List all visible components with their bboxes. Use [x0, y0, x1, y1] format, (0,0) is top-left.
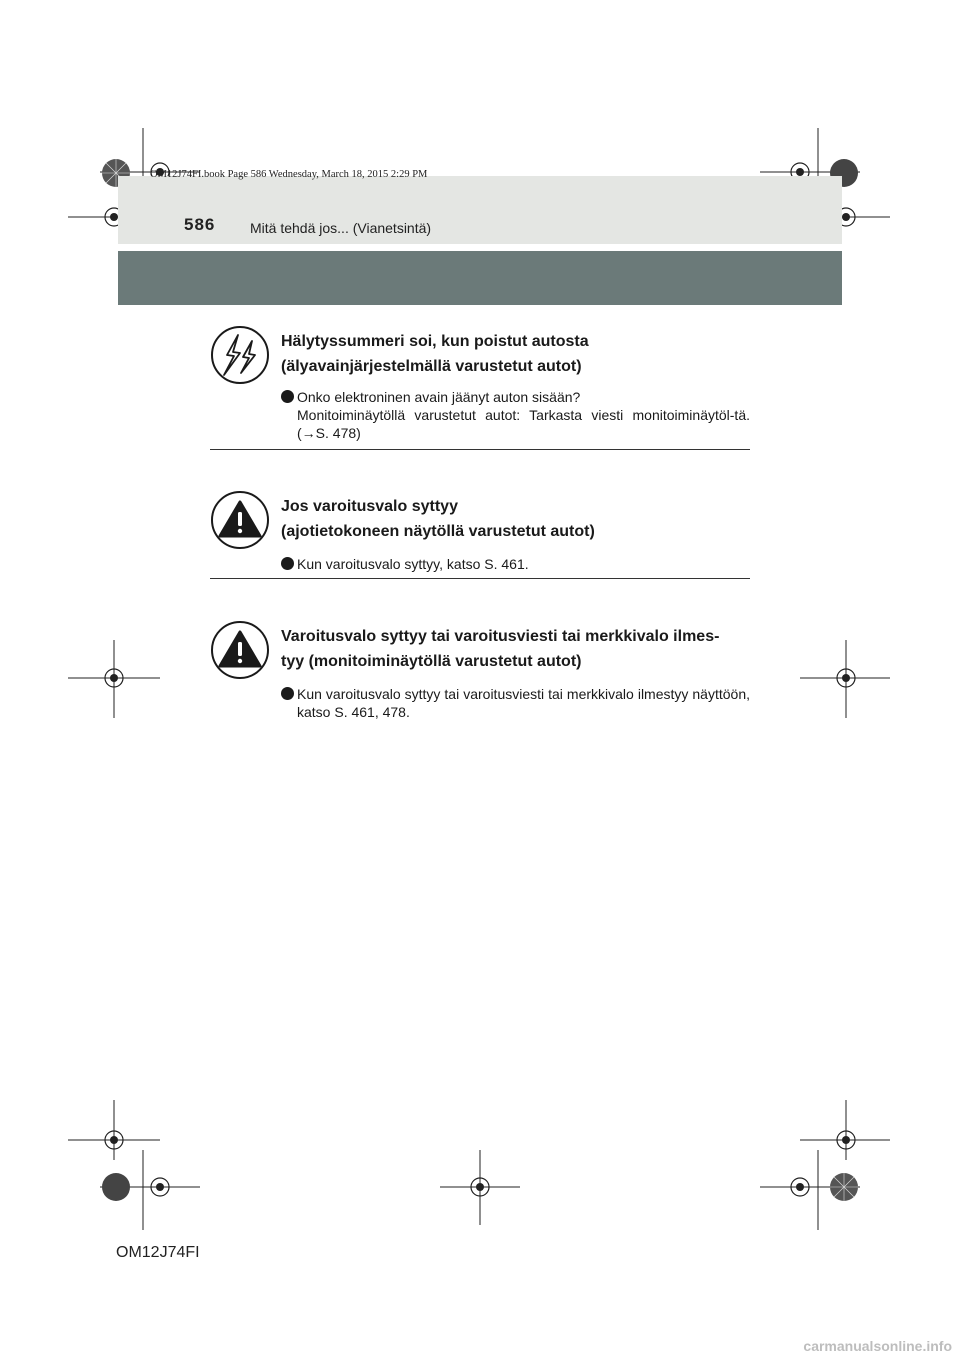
section-warning-message — [210, 620, 750, 730]
watermark: carmanualsonline.info — [803, 1338, 952, 1354]
header-band — [118, 176, 842, 244]
warning-exclamation-icon — [210, 620, 270, 680]
bullet-icon — [281, 687, 294, 700]
item-text: Kun varoitusvalo syttyy, katso S. 461. — [297, 556, 529, 572]
section-alarm-buzzer — [210, 325, 750, 455]
list-item — [281, 555, 750, 573]
item-text: Onko elektroninen avain jäänyt auton sisään? — [297, 389, 581, 405]
section-title-line: tyy (monitoiminäytöllä varustetut autot) — [281, 653, 582, 670]
section-title-line: (ajotietokoneen näytöllä varustetut autot) — [281, 523, 595, 540]
list-item — [281, 388, 750, 442]
list-item — [281, 685, 750, 721]
item-text: Kun varoitusvalo syttyy tai varoitusviesti tai merkkivalo ilmestyy näyttöön, katso S. 461, 478. — [297, 686, 750, 720]
item-text: Monitoiminäytöllä varustetut autot: Tarkasta viesti monitoiminäytöl-tä. (→S. 478) — [297, 407, 750, 441]
section-title-line: Hälytyssummeri soi, kun poistut autosta — [281, 333, 589, 350]
section-title-line: Jos varoitusvalo syttyy — [281, 498, 458, 515]
book-info: OM12J74FI.book Page 586 Wednesday, March 18, 2015 2:29 PM — [150, 169, 428, 180]
section-band — [118, 251, 842, 305]
section-title-line: Varoitusvalo syttyy tai varoitusviesti tai merkkivalo ilmes- — [281, 628, 720, 645]
document-code: OM12J74FI — [116, 1244, 200, 1261]
bullet-icon — [281, 557, 294, 570]
page-number: 586 — [184, 215, 216, 234]
section-warning-light — [210, 490, 750, 585]
bullet-icon — [281, 390, 294, 403]
section-title-line: (älyavainjärjestelmällä varustetut autot) — [281, 358, 582, 375]
divider — [210, 578, 750, 579]
electric-shock-icon — [210, 325, 270, 385]
warning-exclamation-icon — [210, 490, 270, 550]
chapter-title: Mitä tehdä jos... (Vianetsintä) — [250, 220, 432, 236]
divider — [210, 449, 750, 450]
